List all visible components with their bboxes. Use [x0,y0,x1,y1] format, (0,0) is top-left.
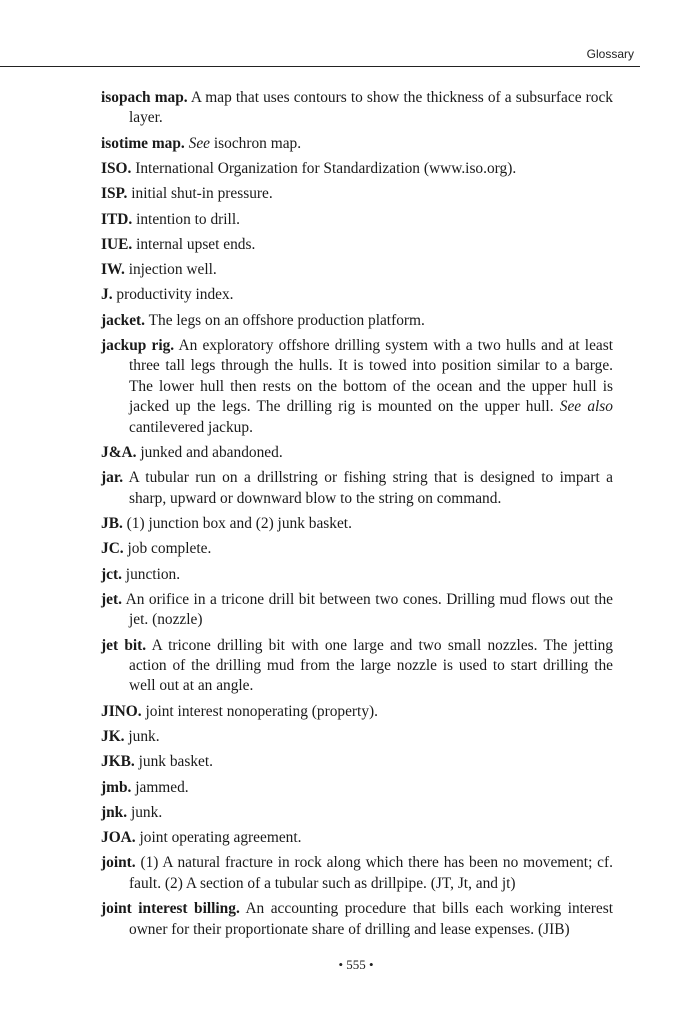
glossary-entry [101,184,613,204]
glossary-entry [101,539,613,559]
glossary-definition: (1) junction box and (2) junk basket. [126,515,352,532]
glossary-entry [101,88,613,129]
glossary-definition: intention to drill. [136,210,240,228]
page-number: • 555 • [338,957,374,972]
glossary-term: jar. [101,469,124,487]
glossary-entry [101,565,613,585]
see-also-reference: See also [559,398,613,416]
glossary-entry [101,210,613,230]
see-reference: See [188,134,211,152]
glossary-definition: (1) A natural fracture in rock along which there has been no movement; cf. fault. (2) A section of a tubular such as drillpipe. (JT, Jt, and jt) [129,854,613,892]
glossary-term: joint interest billing. [101,900,240,918]
glossary-term: joint. [101,854,136,872]
glossary-term: JOA. [101,829,136,847]
glossary-entry [101,159,613,179]
glossary-entry [101,260,613,280]
glossary-definition: productivity index. [116,286,234,304]
glossary-definition: An exploratory offshore drilling system with a two hulls and at least three tall legs through the hulls. It is towed into position similar to a barge. The lower hull then rests on the bottom of the ocean and the upper hull is jacked up the legs. The drilling rig is mounted on the upper hull. [129,337,614,416]
glossary-term: J&A. [101,444,137,461]
glossary-entry [101,899,613,940]
glossary-entry [101,336,613,438]
glossary-definition: An accounting procedure that bills each working interest owner for their proportionate share of drilling and lease expenses. (JIB) [129,900,614,938]
glossary-entry [101,752,613,772]
glossary-entry [101,235,613,255]
glossary-definition: internal upset ends. [136,235,256,253]
glossary-entry [101,285,613,305]
glossary-definition: junction. [125,565,181,583]
glossary-term: ISP. [101,185,128,203]
glossary-entry [101,778,613,798]
glossary-definition: The legs on an offshore production platform. [148,311,425,329]
glossary-term: JKB. [101,753,135,771]
glossary-term: jet bit. [101,636,147,654]
glossary-definition: joint interest nonoperating (property). [145,702,378,720]
glossary-term: ISO. [101,160,132,177]
glossary-term: JB. [101,515,123,532]
glossary-term: isopach map. [101,89,188,106]
glossary-definition: job complete. [127,540,212,558]
glossary-definition: junk basket. [138,753,214,771]
glossary-entry [101,134,613,154]
glossary-term: jnk. [101,803,128,821]
glossary-term: isotime map. [101,134,185,152]
glossary-term: J. [101,286,113,304]
glossary-term: IUE. [101,235,133,253]
glossary-definition: isochron map. [213,134,302,152]
glossary-definition: A map that uses contours to show the thickness of a subsurface rock layer. [129,89,613,127]
glossary-term: JC. [101,540,124,558]
glossary-definition: International Organization for Standardization (www.iso.org). [135,160,517,177]
glossary-entry [101,468,613,509]
glossary-term: IW. [101,261,125,279]
glossary-definition: An orifice in a tricone drill bit between two cones. Drilling mud flows out the jet. (nozzle) [125,590,613,629]
see-also-target: cantilevered jackup. [129,418,253,436]
glossary-entry [101,514,613,534]
glossary-entry [101,803,613,823]
running-head: Glossary [586,47,634,61]
glossary-term: jet. [101,590,122,608]
glossary-entry [101,636,613,697]
glossary-term: jackup rig. [101,337,175,355]
glossary-entry [101,853,613,894]
glossary-definition: junk. [128,728,160,745]
glossary-entry [101,828,613,848]
glossary-definition: A tubular run on a drillstring or fishing string that is designed to impart a sharp, upward or downward blow to the string on command. [128,469,613,507]
glossary-entry [101,443,613,463]
glossary-definition: injection well. [128,261,217,279]
glossary-definition: jammed. [135,778,189,796]
glossary-definition: junked and abandoned. [140,444,283,461]
glossary-entry [101,311,613,331]
glossary-entry [101,727,613,747]
glossary-term: ITD. [101,210,133,228]
glossary-term: JK. [101,728,125,745]
glossary-list [101,88,613,945]
glossary-definition: A tricone drilling bit with one large and two small nozzles. The jetting action of the drilling mud from the large nozzle is used to start drilling the well out at an angle. [129,636,613,695]
glossary-term: jct. [101,565,122,583]
glossary-definition: junk. [130,803,163,821]
glossary-term: JINO. [101,702,142,720]
header-rule [0,66,640,67]
glossary-entry [101,590,613,631]
glossary-definition: joint operating agreement. [139,829,302,847]
glossary-entry [101,702,613,722]
glossary-definition: initial shut-in pressure. [131,185,273,203]
glossary-term: jacket. [101,311,146,329]
glossary-term: jmb. [101,778,132,796]
